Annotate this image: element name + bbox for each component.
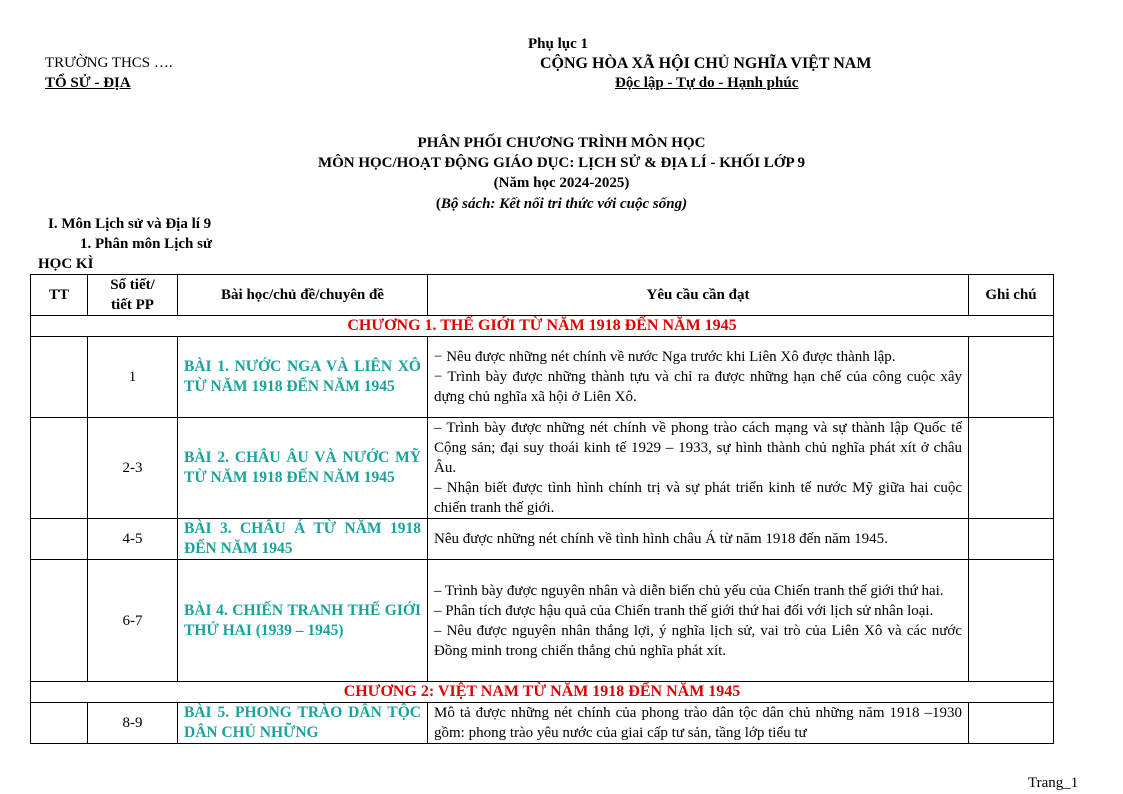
requirement-item: – Phân tích được hậu quả của Chiến tranh thế giới thứ hai đối với lịch sử nhân loại. xyxy=(434,602,934,619)
tt-cell xyxy=(31,519,88,560)
lesson-cell: BÀI 4. CHIẾN TRANH THẾ GIỚI THỨ HAI (1939 – 1945) xyxy=(178,560,428,682)
doc-title-line2: MÔN HỌC/HOẠT ĐỘNG GIÁO DỤC: LỊCH SỬ & ĐỊA LÍ - KHỐI LỚP 9 xyxy=(317,155,806,171)
requirement-cell xyxy=(428,703,969,744)
header-tt: TT xyxy=(31,275,88,316)
curriculum-table xyxy=(30,274,1054,744)
header-periods-line1: Số tiết/ xyxy=(110,277,155,293)
requirement-item: − Nêu được những nét chính về nước Nga trước khi Liên Xô được thành lập. xyxy=(434,349,896,365)
requirement-item: − Trình bày được những thành tựu và chỉ ra được những hạn chế của công cuộc xây dựng chủ nghĩa xã hội ở Liên Xô. xyxy=(434,369,962,405)
lesson-text: BÀI 5. PHONG TRÀO DÂN TỘC DÂN CHỦ NHỮNG xyxy=(184,704,421,741)
lesson-cell: BÀI 3. CHÂU Á TỪ NĂM 1918 ĐẾN NĂM 1945 xyxy=(178,519,428,560)
doc-title-line4 xyxy=(0,196,1123,213)
table-row xyxy=(31,337,1054,418)
chapter-row xyxy=(31,316,1054,337)
periods-cell: 1 xyxy=(88,337,178,418)
header-lesson: Bài học/chủ đề/chuyên đề xyxy=(178,275,428,316)
requirement-item: – Nêu được nguyên nhân thắng lợi, ý nghĩa lịch sử, vai trò của Liên Xô và các nước Đồng minh trong chiến thắng chủ nghĩa phát xít. xyxy=(434,622,962,659)
note-cell xyxy=(969,418,1054,519)
national-motto: Độc lập - Tự do - Hạnh phúc xyxy=(615,75,799,91)
table-header-row xyxy=(31,275,1054,316)
header-requirement: Yêu cầu cần đạt xyxy=(428,275,969,316)
lesson-cell: BÀI 2. CHÂU ÂU VÀ NƯỚC MỸ TỪ NĂM 1918 ĐẾN NĂM 1945 xyxy=(178,418,428,519)
requirement-item: – Trình bày được nguyên nhân và diễn biến chủ yếu của Chiến tranh thế giới thứ hai. xyxy=(434,582,944,599)
lesson-cell xyxy=(178,703,428,744)
periods-cell: 4-5 xyxy=(88,519,178,560)
country-name: CỘNG HÒA XÃ HỘI CHỦ NGHĨA VIỆT NAM xyxy=(540,55,872,72)
section-heading-1: I. Môn Lịch sử và Địa lí 9 xyxy=(48,216,212,232)
note-cell xyxy=(969,519,1054,560)
periods-cell: 6-7 xyxy=(88,560,178,682)
chapter-2-title: CHƯƠNG 2: VIỆT NAM TỪ NĂM 1918 ĐẾN NĂM 1945 xyxy=(31,682,1054,703)
appendix-label: Phụ lục 1 xyxy=(528,36,589,52)
department-name: TỔ SỬ - ĐỊA xyxy=(45,75,131,91)
note-cell xyxy=(969,703,1054,744)
tt-cell xyxy=(31,560,88,682)
requirement-cell xyxy=(428,337,969,418)
tt-cell xyxy=(31,337,88,418)
doc-title-line1: PHÂN PHỐI CHƯƠNG TRÌNH MÔN HỌC xyxy=(417,135,706,151)
header-note: Ghi chú xyxy=(969,275,1054,316)
header-periods xyxy=(88,275,178,316)
chapter-row xyxy=(31,682,1054,703)
requirement-item: – Trình bày được những nét chính về phong trào cách mạng và sự thành lập Quốc tế Cộng sản; đại suy thoái kinh tế 1929 – 1933, sự hình thành chủ nghĩa phát xít ở châu Âu. xyxy=(434,420,962,476)
section-heading-2: 1. Phân môn Lịch sử xyxy=(80,236,212,252)
table-row xyxy=(31,418,1054,519)
periods-cell: 8-9 xyxy=(88,703,178,744)
requirement-cell xyxy=(428,418,969,519)
header-periods-line2: tiết PP xyxy=(111,297,154,313)
requirement-item: Mô tả được những nét chính của phong trào dân tộc dân chủ những năm 1918 –1930 gồm: phong trào yêu nước của giai cấp tư sản, tầng lớp tiểu tư xyxy=(434,705,962,741)
requirement-cell xyxy=(428,519,969,560)
requirement-item: – Nhận biết được tình hình chính trị và sự phát triển kinh tế nước Mỹ giữa hai cuộc chiến tranh thế giới. xyxy=(434,480,962,516)
doc-title-line3: (Năm học 2024-2025) xyxy=(493,175,630,191)
page-number: Trang_1 xyxy=(1028,775,1079,791)
chapter-1-title: CHƯƠNG 1. THẾ GIỚI TỪ NĂM 1918 ĐẾN NĂM 1945 xyxy=(31,316,1054,337)
book-series: Bộ sách: Kết nối tri thức với cuộc sống) xyxy=(440,196,688,212)
table-row xyxy=(31,560,1054,682)
title-paren: ( xyxy=(435,196,441,212)
semester-heading: HỌC KÌ xyxy=(38,256,94,272)
lesson-cell: BÀI 1. NƯỚC NGA VÀ LIÊN XÔ TỪ NĂM 1918 ĐẾN NĂM 1945 xyxy=(178,337,428,418)
table-row xyxy=(31,519,1054,560)
table-row xyxy=(31,703,1054,744)
note-cell xyxy=(969,337,1054,418)
tt-cell xyxy=(31,703,88,744)
tt-cell xyxy=(31,418,88,519)
requirement-item: Nêu được những nét chính về tình hình châu Á từ năm 1918 đến năm 1945. xyxy=(434,531,888,547)
periods-cell: 2-3 xyxy=(88,418,178,519)
requirement-cell xyxy=(428,560,969,682)
note-cell xyxy=(969,560,1054,682)
school-name: TRƯỜNG THCS …. xyxy=(45,55,173,71)
